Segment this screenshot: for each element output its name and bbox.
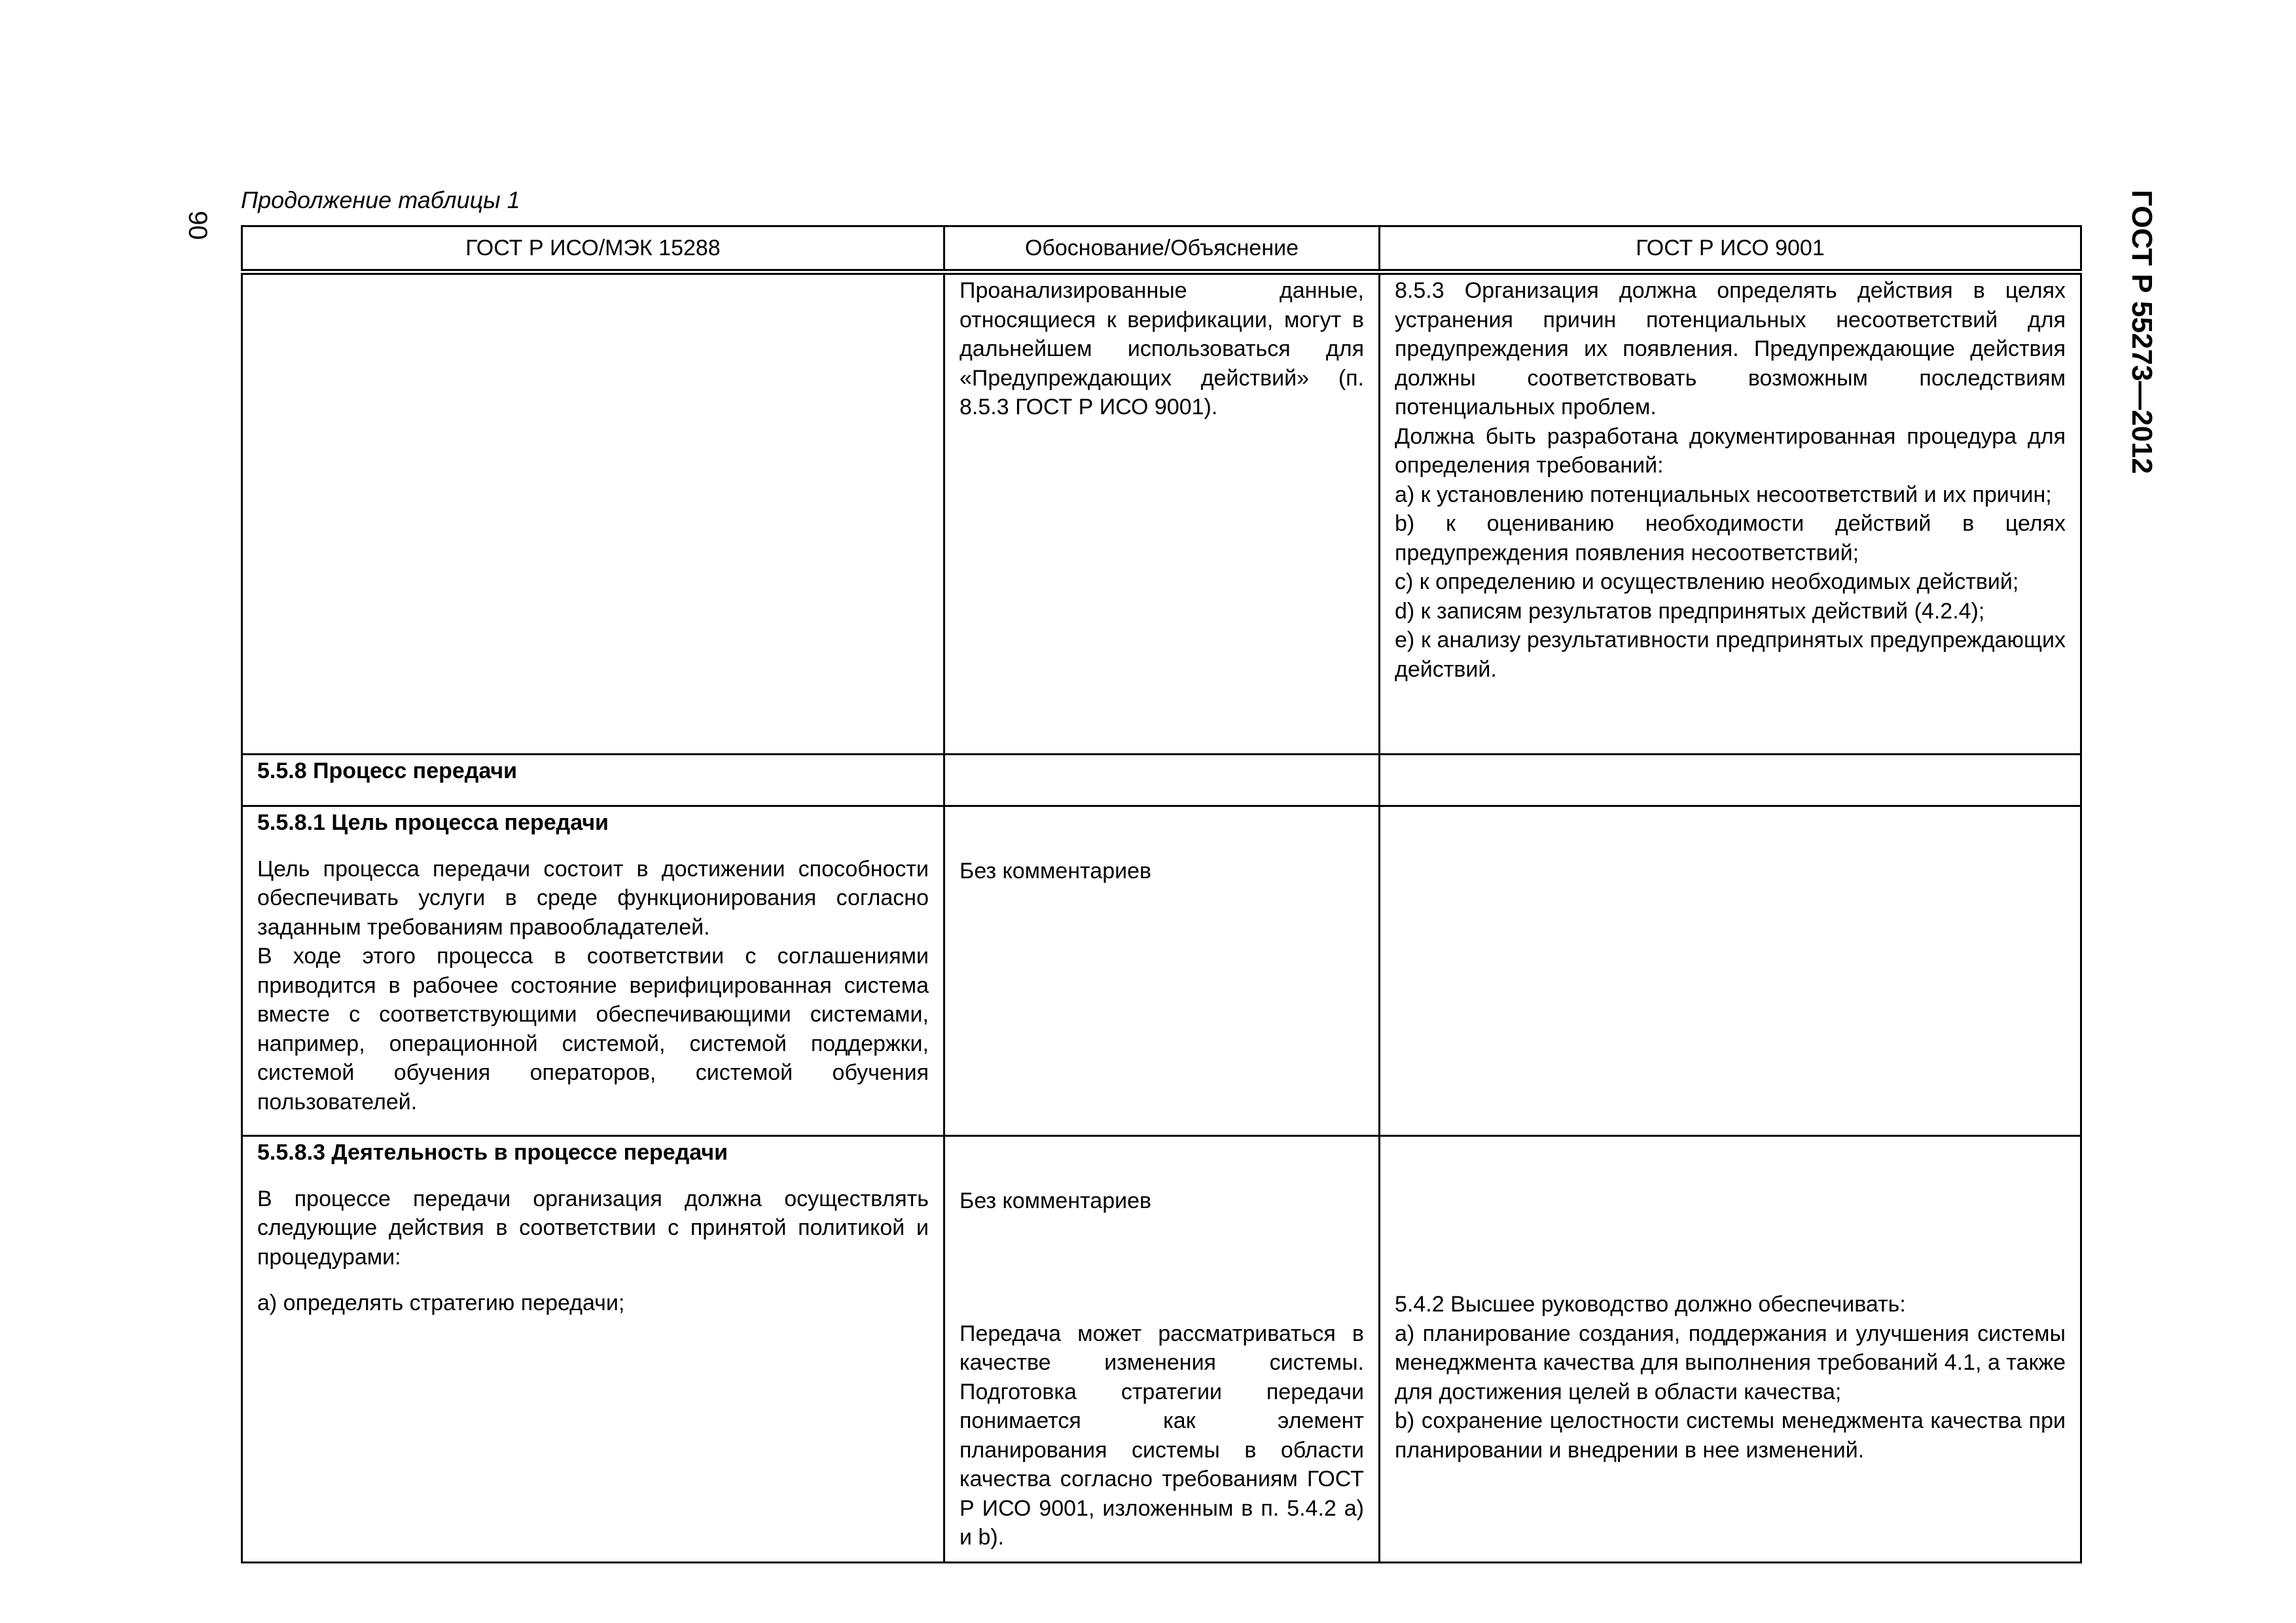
table-cell — [1380, 272, 2081, 755]
table-cell-empty — [944, 755, 1380, 806]
table-caption: Продолжение таблицы 1 — [241, 187, 520, 213]
explanation-text: Проанализированные данные, относящиеся к верификации, могут в дальнейшем использоваться для «Предупреждающих действий» (п. 8.5.3 ГОСТ Р ИСО 9001). — [960, 278, 1364, 419]
table-cell — [242, 1136, 944, 1563]
standard-side-title: ГОСТ Р 55273—2012 — [2126, 190, 2158, 474]
list-item: c) к определению и осуществлению необходимых действий; — [1395, 569, 2019, 594]
list-item: а) определять стратегию передачи; — [257, 1291, 625, 1315]
section-heading: 5.5.8.1 Цель процесса передачи — [257, 810, 609, 835]
comparison-table-frame — [241, 225, 2080, 1550]
comment-text: Без комментариев — [960, 859, 1152, 883]
section-text: В процессе передачи организация должна осуществлять следующие действия в соответствии с принятой политикой и процедурами: — [257, 1186, 929, 1270]
list-item: e) к анализу результативности предпринятых предупреждающих действий. — [1395, 628, 2066, 682]
list-item: b) к оцениванию необходимости действий в целях предупреждения появления несоответствий; — [1395, 511, 2066, 565]
table-cell — [944, 1136, 1380, 1563]
table-header-row — [242, 226, 2081, 272]
table-cell-empty — [1380, 755, 2081, 806]
table-cell — [242, 755, 944, 806]
list-item: b) сохранение целостности системы менеджмента качества при планировании и внедрении в нее изменений. — [1395, 1408, 2066, 1463]
table-cell — [944, 272, 1380, 755]
list-item: d) к записям результатов предпринятых действий (4.2.4); — [1395, 598, 1985, 624]
section-text: Цель процесса передачи состоит в достижении способности обеспечивать услуги в среде функционирования согласно заданным требованиям правообладателей. — [257, 856, 929, 940]
column-header: Обоснование/Объяснение — [944, 226, 1380, 272]
table-row — [242, 806, 2081, 1136]
clause-text: 5.4.2 Высшее руководство должно обеспечивать: — [1395, 1292, 1906, 1317]
explanation-text: Передача может рассматриваться в качестве изменения системы. Подготовка стратегии передачи понимается как элемент планирования системы в области качества согласно требованиям ГОСТ Р ИСО 9001, изложенным в п. 5.4.2 а) и b). — [960, 1321, 1364, 1550]
column-header: ГОСТ Р ИСО 9001 — [1380, 226, 2081, 272]
table-cell — [242, 806, 944, 1136]
clause-text: Должна быть разработана документированная процедура для определения требований: — [1395, 423, 2066, 478]
column-header: ГОСТ Р ИСО/МЭК 15288 — [242, 226, 944, 272]
comparison-table — [241, 225, 2082, 1563]
table-cell — [1380, 1136, 2081, 1563]
comment-text: Без комментариев — [960, 1188, 1152, 1213]
list-item: a) к установлению потенциальных несоответствий и их причин; — [1395, 482, 2052, 507]
clause-text: 8.5.3 Организация должна определять действия в целях устранения причин потенциальных несоответствий для предупреждения их появления. Предупреждающие действия должны соответствовать возможным последствиям потенциальных проблем. — [1395, 278, 2066, 419]
table-cell-empty — [242, 272, 944, 755]
section-heading: 5.5.8 Процесс передачи — [257, 758, 518, 783]
table-cell-empty — [1380, 806, 2081, 1136]
section-text: В ходе этого процесса в соответствии с соглашениями приводится в рабочее состояние верифицированная система вместе с соответствующими обеспечивающими системами, например, операционной системой, системой поддержки, системой обучения операторов, системой обучения пользователей. — [257, 944, 929, 1115]
section-heading: 5.5.8.3 Деятельность в процессе передачи — [257, 1140, 728, 1165]
table-row — [242, 1136, 2081, 1563]
page-number: 90 — [183, 211, 212, 240]
table-row — [242, 272, 2081, 755]
list-item: a) планирование создания, поддержания и улучшения системы менеджмента качества для выполнения требований 4.1, а также для достижения целей в области качества; — [1395, 1321, 2066, 1404]
table-row — [242, 755, 2081, 806]
table-cell — [944, 806, 1380, 1136]
